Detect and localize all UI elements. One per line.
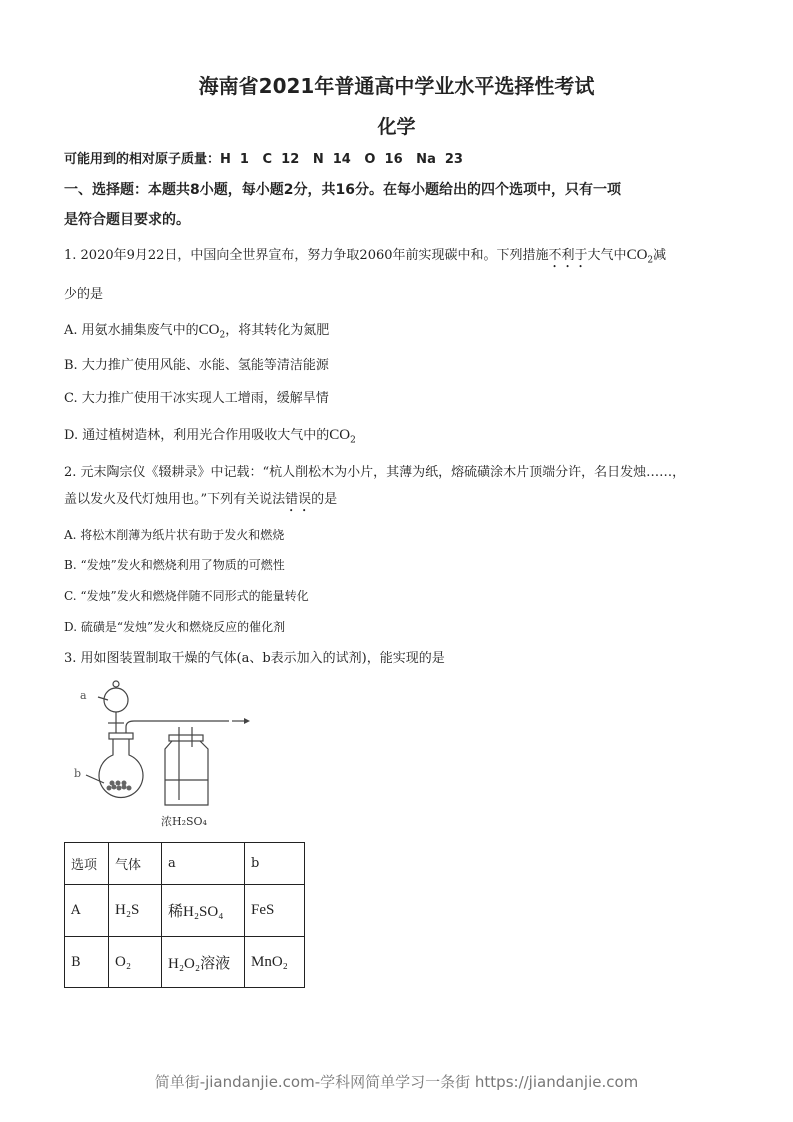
q3-stem: 3. 用如图装置制取干燥的气体(a、b表示加入的试剂)，能实现的是	[64, 651, 445, 666]
cell-a: 稀H₂SO₄	[162, 885, 245, 937]
label-a: a	[80, 689, 87, 702]
q2-option-a: A. 将松木削薄为纸片状有助于发火和燃烧	[64, 528, 285, 542]
q1-emphasis: 不利于	[548, 248, 588, 263]
q1-stem	[64, 246, 666, 271]
option-text: A. 用氨水捕集废气中的	[64, 323, 199, 338]
q2-stem-line1: 2. 元末陶宗仪《辍耕录》中记载：“杭人削松木为小片，其薄为纸，熔硫磺涂木片顶端分许，名日发烛……，	[64, 465, 686, 480]
header-cell: 选项	[65, 843, 109, 885]
section-heading-line1: 一、选择题：本题共8小题，每小题2分，共16分。在每小题给出的四个选项中，只有一项	[64, 182, 621, 198]
cell-b: MnO₂	[245, 937, 305, 988]
cell-gas: O₂	[109, 937, 162, 988]
co2-formula: CO	[329, 427, 351, 443]
label-b: b	[74, 767, 82, 780]
table-header-row	[65, 843, 305, 885]
q1-stem-a: 1. 2020年9月22日，中国向全世界宣布，努力争取2060年前实现碳中和。下列措施	[64, 248, 549, 263]
footer-watermark: 简单街-jiandanjie.com-学科网简单学习一条街 https://jiandanjie.com	[154, 1073, 639, 1091]
header-cell: 气体	[109, 843, 162, 885]
q2-emphasis: 错误	[285, 492, 312, 507]
header-cell: b	[245, 843, 305, 885]
q2-stem-line2	[64, 491, 337, 515]
q1-option-b: B. 大力推广使用风能、水能、氢能等清洁能源	[64, 358, 329, 373]
table-row	[65, 885, 305, 937]
cell-option: B	[65, 937, 109, 988]
stem-text: 的是	[311, 492, 338, 507]
option-text: D. 通过植树造林，利用光合作用吸收大气中的	[64, 428, 330, 443]
q1-stem-c: 减	[653, 248, 667, 263]
co2-formula: CO	[626, 247, 648, 263]
label-conc-sulfuric-acid: 浓H₂SO₄	[161, 815, 207, 828]
subscript: 2	[350, 435, 356, 446]
q2-option-d: D. 硫磺是“发烛”发火和燃烧反应的催化剂	[64, 620, 286, 634]
cell-gas: H₂S	[109, 885, 162, 937]
options-table	[64, 842, 305, 988]
q1-option-c: C. 大力推广使用干冰实现人工增雨，缓解旱情	[64, 391, 329, 406]
exam-title: 海南省2021年普通高中学业水平选择性考试	[198, 74, 595, 98]
option-text: ，将其转化为氮肥	[225, 323, 330, 338]
apparatus-diagram	[64, 675, 264, 835]
q2-option-c: C. “发烛”发火和燃烧伴随不同形式的能量转化	[64, 589, 309, 603]
co2-formula: CO	[198, 322, 220, 338]
subject-title: 化学	[377, 116, 416, 138]
cell-a: H₂O₂溶液	[162, 937, 245, 988]
cell-b: FeS	[245, 885, 305, 937]
header-cell: a	[162, 843, 245, 885]
table-row	[65, 937, 305, 988]
q1-stem-b: 大气中	[587, 248, 627, 263]
cell-option: A	[65, 885, 109, 937]
subscript: 2	[647, 255, 654, 266]
arrow-icon	[244, 718, 250, 724]
q1-stem-line2: 少的是	[64, 287, 104, 302]
q1-option-d	[64, 426, 356, 450]
q2-option-b: B. “发烛”发火和燃烧利用了物质的可燃性	[64, 558, 285, 572]
stem-text: 盖以发火及代灯烛用也。”下列有关说法	[64, 492, 286, 507]
section-heading-line2: 是符合题目要求的。	[64, 212, 190, 228]
subscript: 2	[219, 330, 226, 341]
atomic-masses: 可能用到的相对原子质量：H 1 C 12 N 14 O 16 Na 23	[64, 152, 463, 167]
q1-option-a	[64, 321, 329, 345]
